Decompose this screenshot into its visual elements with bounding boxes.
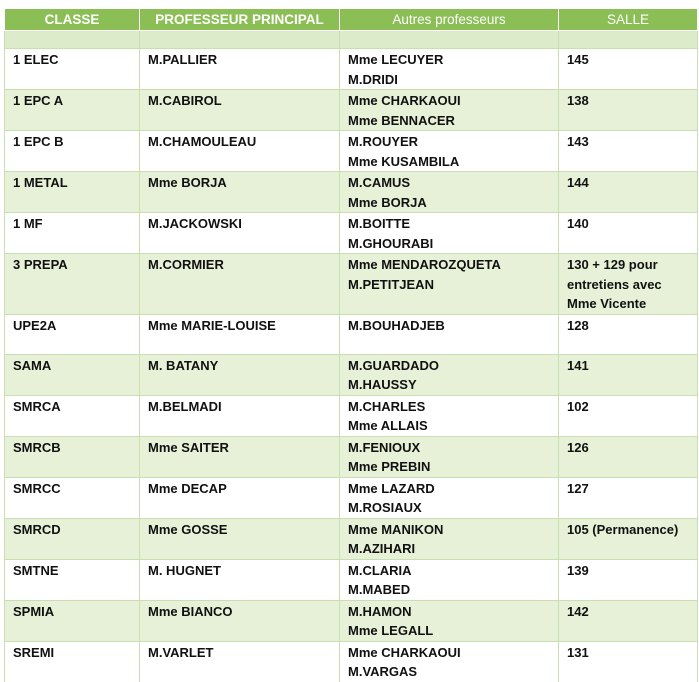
cell-autres — [340, 600, 559, 641]
cell-salle — [559, 436, 698, 477]
table-row — [5, 559, 698, 600]
cell-salle — [559, 254, 698, 315]
cell-salle — [559, 395, 698, 436]
teacher-name: M.PETITJEAN — [348, 276, 434, 292]
teacher-name: M.HAMON — [348, 603, 412, 619]
table-row — [5, 354, 698, 395]
cell-classe: 3 PREPA — [5, 254, 140, 315]
cell-salle — [559, 172, 698, 213]
spacer-cell — [559, 31, 698, 49]
table-row — [5, 254, 698, 315]
cell-salle — [559, 518, 698, 559]
teacher-name: M.GHOURABI — [348, 235, 434, 251]
cell-autres — [340, 395, 559, 436]
cell-classe: 1 ELEC — [5, 49, 140, 90]
cell-principal: Mme MARIE-LOUISE — [140, 314, 340, 354]
teacher-name: M.BOUHADJEB — [348, 317, 445, 333]
teacher-name: M.CLARIA — [348, 562, 412, 578]
teacher-name: M.ROSIAUX — [348, 500, 422, 515]
class-table-container — [4, 9, 697, 682]
teacher-name: M.FENIOUX — [348, 439, 421, 455]
room-text: 126 — [567, 439, 589, 455]
cell-autres — [340, 477, 559, 518]
cell-salle — [559, 90, 698, 131]
cell-principal: Mme SAITER — [140, 436, 340, 477]
teacher-name: M.DRIDI — [348, 71, 398, 87]
teacher-name: M.MABED — [348, 582, 411, 597]
teacher-name: M.CAMUS — [348, 175, 411, 190]
cell-classe: SAMA — [5, 354, 140, 395]
teacher-name: M.AZIHARI — [348, 541, 416, 556]
cell-classe: SMRCA — [5, 395, 140, 436]
cell-autres — [340, 641, 559, 682]
teacher-name: Mme PREBIN — [348, 459, 431, 474]
teacher-name: Mme LAZARD — [348, 480, 435, 496]
teacher-name: Mme MANIKON — [348, 521, 444, 537]
header-spacer-row — [5, 31, 698, 49]
table-row — [5, 395, 698, 436]
cell-principal: M.BELMADI — [140, 395, 340, 436]
cell-principal: M.JACKOWSKI — [140, 213, 340, 254]
cell-salle — [559, 314, 698, 354]
table-row — [5, 131, 698, 172]
teacher-name: M.GUARDADO — [348, 357, 439, 373]
cell-classe: SPMIA — [5, 600, 140, 641]
table-body — [5, 49, 698, 682]
cell-principal: M. BATANY — [140, 354, 340, 395]
cell-salle — [559, 641, 698, 682]
room-text: 105 (Permanence) — [567, 521, 679, 537]
header-row — [5, 9, 698, 31]
spacer-cell — [140, 31, 340, 49]
table-row — [5, 49, 698, 90]
table-row — [5, 90, 698, 131]
teacher-name: Mme LEGALL — [348, 623, 434, 638]
cell-principal: M.CABIROL — [140, 90, 340, 131]
room-text: 144 — [567, 175, 589, 190]
cell-salle — [559, 213, 698, 254]
cell-autres — [340, 436, 559, 477]
room-text: 102 — [567, 398, 589, 414]
cell-classe: SREMI — [5, 641, 140, 682]
cell-autres — [340, 314, 559, 354]
table-row — [5, 172, 698, 213]
cell-principal: Mme GOSSE — [140, 518, 340, 559]
cell-principal: Mme BIANCO — [140, 600, 340, 641]
cell-classe: 1 EPC B — [5, 131, 140, 172]
cell-principal: M.VARLET — [140, 641, 340, 682]
room-text: 140 — [567, 216, 589, 231]
table-row — [5, 213, 698, 254]
teacher-name: Mme BENNACER — [348, 112, 455, 128]
cell-salle — [559, 354, 698, 395]
header-classe: CLASSE — [5, 9, 140, 31]
cell-autres — [340, 131, 559, 172]
room-text: 145 — [567, 52, 589, 67]
cell-classe: 1 MF — [5, 213, 140, 254]
cell-classe: SMRCD — [5, 518, 140, 559]
cell-salle — [559, 477, 698, 518]
room-text: 138 — [567, 93, 589, 108]
room-text: 142 — [567, 603, 589, 619]
teacher-name: Mme CHARKAOUI — [348, 644, 461, 660]
cell-classe: UPE2A — [5, 314, 140, 354]
cell-autres — [340, 559, 559, 600]
room-text: 139 — [567, 562, 589, 578]
cell-classe: SMRCB — [5, 436, 140, 477]
cell-autres — [340, 172, 559, 213]
teacher-name: Mme LECUYER — [348, 52, 444, 67]
cell-autres — [340, 518, 559, 559]
cell-salle — [559, 131, 698, 172]
teacher-name: M.VARGAS — [348, 664, 418, 679]
class-table — [4, 9, 698, 682]
teacher-name: M.HAUSSY — [348, 377, 417, 392]
cell-autres — [340, 254, 559, 315]
table-row — [5, 641, 698, 682]
teacher-name: Mme BORJA — [348, 194, 427, 210]
teacher-name: M.BOITTE — [348, 216, 411, 231]
table-row — [5, 600, 698, 641]
room-text: 130 + 129 pour — [567, 257, 658, 272]
teacher-name: M.ROUYER — [348, 134, 419, 149]
cell-salle — [559, 559, 698, 600]
room-text: 128 — [567, 317, 589, 333]
teacher-name: Mme MENDAROZQUETA — [348, 257, 501, 272]
room-text: entretiens avec — [567, 276, 662, 292]
spacer-cell — [5, 31, 140, 49]
cell-classe: SMTNE — [5, 559, 140, 600]
cell-autres — [340, 354, 559, 395]
cell-principal: M.CHAMOULEAU — [140, 131, 340, 172]
room-text: 141 — [567, 357, 589, 373]
cell-principal: M. HUGNET — [140, 559, 340, 600]
room-text: 131 — [567, 644, 589, 660]
cell-classe: 1 EPC A — [5, 90, 140, 131]
cell-principal: Mme BORJA — [140, 172, 340, 213]
cell-salle — [559, 49, 698, 90]
header-salle: SALLE — [559, 9, 698, 31]
teacher-name: Mme KUSAMBILA — [348, 153, 460, 169]
table-row — [5, 314, 698, 354]
header-principal: PROFESSEUR PRINCIPAL — [140, 9, 340, 31]
table-row — [5, 477, 698, 518]
cell-autres — [340, 213, 559, 254]
teacher-name: Mme ALLAIS — [348, 418, 428, 433]
cell-classe: SMRCC — [5, 477, 140, 518]
cell-autres — [340, 90, 559, 131]
room-text: 127 — [567, 480, 589, 496]
table-row — [5, 518, 698, 559]
teacher-name: Mme CHARKAOUI — [348, 93, 461, 108]
cell-autres — [340, 49, 559, 90]
cell-salle — [559, 600, 698, 641]
cell-principal: Mme DECAP — [140, 477, 340, 518]
spacer-cell — [340, 31, 559, 49]
header-autres: Autres professeurs — [340, 9, 559, 31]
cell-classe: 1 METAL — [5, 172, 140, 213]
room-text: Mme Vicente — [567, 296, 647, 311]
cell-principal: M.PALLIER — [140, 49, 340, 90]
table-row — [5, 436, 698, 477]
cell-principal: M.CORMIER — [140, 254, 340, 315]
room-text: 143 — [567, 134, 589, 149]
teacher-name: M.CHARLES — [348, 398, 426, 414]
